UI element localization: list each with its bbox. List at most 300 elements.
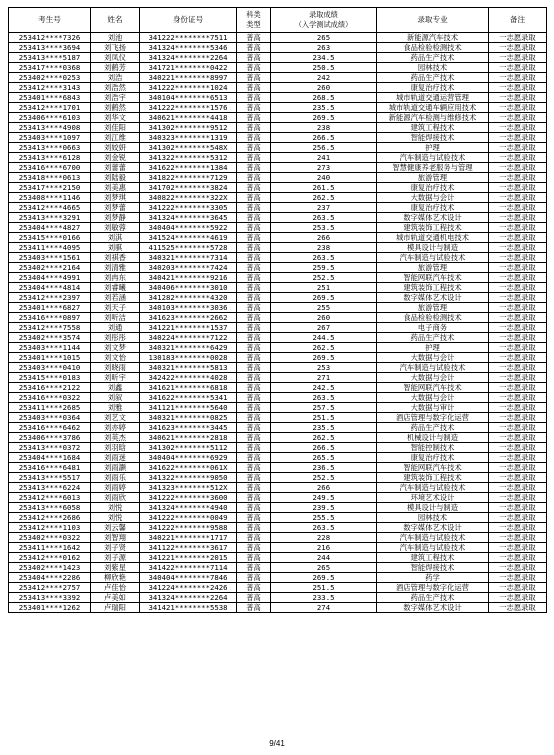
cell-score: 249.5 (271, 493, 377, 503)
table-row (9, 103, 547, 113)
cell-score: 266 (271, 483, 377, 493)
cell-major: 城市轨道交通车辆应用技术 (377, 103, 489, 113)
cell-exam-no: 253413****4908 (9, 123, 91, 133)
header-category (237, 8, 271, 33)
table-row (9, 43, 547, 53)
cell-score: 260 (271, 83, 377, 93)
cell-category: 普高 (237, 83, 271, 93)
table-row (9, 373, 547, 383)
table-row (9, 603, 547, 613)
cell-score: 255.5 (271, 513, 377, 523)
cell-exam-no: 253418****0613 (9, 173, 91, 183)
cell-score: 244 (271, 553, 377, 563)
cell-score: 241 (271, 153, 377, 163)
cell-score: 235.5 (271, 423, 377, 433)
cell-exam-no: 253404****2286 (9, 573, 91, 583)
cell-id-no: 340822********322X (140, 193, 237, 203)
cell-id-no: 340621********4418 (140, 113, 237, 123)
cell-remark: 一志愿录取 (489, 263, 547, 273)
cell-remark: 一志愿录取 (489, 203, 547, 213)
cell-major: 新能源汽车检测与维修技术 (377, 113, 489, 123)
cell-id-no: 341623********2662 (140, 313, 237, 323)
cell-category: 普高 (237, 483, 271, 493)
cell-score: 265 (271, 33, 377, 43)
cell-exam-no: 253413****5187 (9, 53, 91, 63)
cell-id-no: 130183********0028 (140, 353, 237, 363)
cell-major: 药品生产技术 (377, 423, 489, 433)
table-row (9, 433, 547, 443)
cell-major: 大数据与会计 (377, 393, 489, 403)
table-row (9, 553, 547, 563)
table-row (9, 543, 547, 553)
cell-category: 普高 (237, 603, 271, 613)
cell-major: 康复治疗技术 (377, 83, 489, 93)
cell-major: 汽车制造与试验技术 (377, 363, 489, 373)
cell-exam-no: 253404****4827 (9, 223, 91, 233)
cell-name: 刘梦蕾 (91, 203, 140, 213)
cell-remark: 一志愿录取 (489, 183, 547, 193)
cell-exam-no: 253401****1015 (9, 353, 91, 363)
cell-major: 建筑装饰工程技术 (377, 473, 489, 483)
cell-id-no: 341282********4320 (140, 293, 237, 303)
cell-remark: 一志愿录取 (489, 83, 547, 93)
cell-id-no: 341622********1384 (140, 163, 237, 173)
cell-id-no: 341324********4940 (140, 503, 237, 513)
cell-name: 刘鑫 (91, 383, 140, 393)
cell-exam-no: 253412****0162 (9, 553, 91, 563)
cell-remark: 一志愿录取 (489, 53, 547, 63)
header-remark: 备注 (489, 8, 547, 33)
cell-remark: 一志愿录取 (489, 473, 547, 483)
table-row (9, 573, 547, 583)
cell-score: 268.5 (271, 93, 377, 103)
cell-name: 刘佳阳 (91, 123, 140, 133)
cell-exam-no: 253401****6843 (9, 93, 91, 103)
cell-id-no: 340104********6513 (140, 93, 237, 103)
table-row (9, 303, 547, 313)
cell-category: 普高 (237, 203, 271, 213)
cell-exam-no: 253415****0166 (9, 233, 91, 243)
cell-category: 普高 (237, 43, 271, 53)
table-row (9, 423, 547, 433)
cell-category: 普高 (237, 433, 271, 443)
cell-score: 262.5 (271, 343, 377, 353)
cell-category: 普高 (237, 223, 271, 233)
cell-major: 智能控制技术 (377, 443, 489, 453)
table-row (9, 93, 547, 103)
cell-exam-no: 253413****3694 (9, 43, 91, 53)
cell-category: 普高 (237, 293, 271, 303)
cell-id-no: 341421********5538 (140, 603, 237, 613)
cell-exam-no: 253404****1684 (9, 453, 91, 463)
cell-remark: 一志愿录取 (489, 583, 547, 593)
cell-name: 刘若涵 (91, 293, 140, 303)
cell-exam-no: 253416****2122 (9, 383, 91, 393)
cell-id-no: 341302********548X (140, 143, 237, 153)
cell-major: 数字媒体艺术设计 (377, 293, 489, 303)
table-row (9, 283, 547, 293)
cell-id-no: 340421********9216 (140, 273, 237, 283)
cell-exam-no: 253403****1097 (9, 133, 91, 143)
cell-id-no: 341322********9050 (140, 473, 237, 483)
cell-category: 普高 (237, 583, 271, 593)
cell-category: 普高 (237, 193, 271, 203)
cell-name: 刘美惠 (91, 183, 140, 193)
cell-exam-no: 253415****0183 (9, 373, 91, 383)
cell-score: 259.5 (271, 263, 377, 273)
header-category-line1: 科类 (246, 10, 261, 19)
cell-major: 药品生产技术 (377, 73, 489, 83)
cell-major: 智能网联汽车技术 (377, 383, 489, 393)
cell-name: 刘子源 (91, 553, 140, 563)
cell-score: 250.5 (271, 63, 377, 73)
cell-category: 普高 (237, 493, 271, 503)
cell-name: 刘敏蓉 (91, 223, 140, 233)
cell-id-no: 340103********3036 (140, 303, 237, 313)
cell-name: 刘智翔 (91, 533, 140, 543)
header-exam-no: 考生号 (9, 8, 91, 33)
cell-exam-no: 253401****1262 (9, 603, 91, 613)
table-row (9, 533, 547, 543)
cell-id-no: 340221********1717 (140, 533, 237, 543)
cell-name: 刘雨婷 (91, 483, 140, 493)
cell-category: 普高 (237, 383, 271, 393)
cell-id-no: 340321********7314 (140, 253, 237, 263)
table-row (9, 173, 547, 183)
cell-category: 普高 (237, 313, 271, 323)
cell-id-no: 340224********7122 (140, 333, 237, 343)
cell-major: 汽车制造与试验技术 (377, 153, 489, 163)
cell-category: 普高 (237, 543, 271, 553)
cell-major: 汽车制造与试验技术 (377, 533, 489, 543)
header-name: 姓名 (91, 8, 140, 33)
cell-name: 刘华文 (91, 113, 140, 123)
cell-remark: 一志愿录取 (489, 73, 547, 83)
cell-id-no: 340406********3010 (140, 283, 237, 293)
cell-exam-no: 253412****7326 (9, 33, 91, 43)
cell-major: 建筑工程技术 (377, 553, 489, 563)
cell-remark: 一志愿录取 (489, 353, 547, 363)
page-number: 9/41 (269, 739, 285, 748)
table-row (9, 323, 547, 333)
cell-major: 药品生产技术 (377, 53, 489, 63)
table-row (9, 223, 547, 233)
cell-remark: 一志愿录取 (489, 253, 547, 263)
cell-id-no: 340323********1319 (140, 133, 237, 143)
cell-name: 刘清雅 (91, 263, 140, 273)
cell-id-no: 341221********2015 (140, 553, 237, 563)
cell-major: 建筑装饰工程技术 (377, 283, 489, 293)
cell-category: 普高 (237, 563, 271, 573)
cell-major: 数字媒体艺术设计 (377, 603, 489, 613)
cell-category: 普高 (237, 263, 271, 273)
cell-name: 刘雨迷 (91, 453, 140, 463)
table-row (9, 153, 547, 163)
cell-name: 刘浩 (91, 73, 140, 83)
cell-id-no: 340203********7424 (140, 263, 237, 273)
table-row (9, 293, 547, 303)
cell-name: 刘雅 (91, 403, 140, 413)
cell-name: 刘亦婷 (91, 423, 140, 433)
cell-major: 酒店管理与数字化运营 (377, 413, 489, 423)
cell-remark: 一志愿录取 (489, 563, 547, 573)
cell-score: 274 (271, 603, 377, 613)
table-row (9, 593, 547, 603)
cell-name: 刘悦 (91, 513, 140, 523)
cell-score: 261.5 (271, 183, 377, 193)
cell-major: 康复治疗技术 (377, 203, 489, 213)
cell-major: 药品生产技术 (377, 333, 489, 343)
cell-category: 普高 (237, 213, 271, 223)
cell-exam-no: 253412****1103 (9, 523, 91, 533)
cell-id-no: 341224********2426 (140, 583, 237, 593)
cell-major: 汽车制造与试验技术 (377, 253, 489, 263)
cell-category: 普高 (237, 173, 271, 183)
table-row (9, 243, 547, 253)
cell-remark: 一志愿录取 (489, 63, 547, 73)
cell-score: 260 (271, 313, 377, 323)
cell-id-no: 341222********3600 (140, 493, 237, 503)
cell-exam-no: 253411****4095 (9, 243, 91, 253)
cell-id-no: 341222********1576 (140, 103, 237, 113)
cell-exam-no: 253417****0368 (9, 63, 91, 73)
cell-score: 265 (271, 563, 377, 573)
cell-major: 电子商务 (377, 323, 489, 333)
cell-category: 普高 (237, 393, 271, 403)
cell-score: 266.5 (271, 133, 377, 143)
cell-category: 普高 (237, 273, 271, 283)
cell-category: 普高 (237, 453, 271, 463)
cell-category: 普高 (237, 163, 271, 173)
table-row (9, 133, 547, 143)
cell-id-no: 341702********3824 (140, 183, 237, 193)
table-row (9, 253, 547, 263)
cell-major: 酒店管理与数字化运营 (377, 583, 489, 593)
cell-id-no: 341322********5312 (140, 153, 237, 163)
cell-major: 药品生产技术 (377, 593, 489, 603)
cell-category: 普高 (237, 103, 271, 113)
cell-remark: 一志愿录取 (489, 593, 547, 603)
cell-name: 柳欣艳 (91, 573, 140, 583)
table-row (9, 443, 547, 453)
table-row (9, 33, 547, 43)
cell-name: 刘雨欣 (91, 493, 140, 503)
cell-name: 刘梦琪 (91, 193, 140, 203)
cell-exam-no: 253404****4991 (9, 273, 91, 283)
cell-major: 园林技术 (377, 513, 489, 523)
cell-id-no: 341822********7129 (140, 173, 237, 183)
table-row (9, 483, 547, 493)
header-major: 录取专业 (377, 8, 489, 33)
cell-name: 刘鹤芳 (91, 63, 140, 73)
table-row (9, 53, 547, 63)
cell-category: 普高 (237, 553, 271, 563)
cell-major: 食品检验检测技术 (377, 313, 489, 323)
cell-remark: 一志愿录取 (489, 343, 547, 353)
cell-category: 普高 (237, 53, 271, 63)
cell-remark: 一志愿录取 (489, 303, 547, 313)
cell-major: 机械设计与制造 (377, 433, 489, 443)
cell-remark: 一志愿录取 (489, 513, 547, 523)
cell-major: 智能焊接技术 (377, 133, 489, 143)
cell-score: 216 (271, 543, 377, 553)
cell-exam-no: 253413****6128 (9, 153, 91, 163)
cell-category: 普高 (237, 573, 271, 583)
cell-exam-no: 253412****2757 (9, 583, 91, 593)
header-id-no: 身份证号 (140, 8, 237, 33)
cell-remark: 一志愿录取 (489, 283, 547, 293)
cell-id-no: 341324********3645 (140, 213, 237, 223)
cell-name: 刘悦 (91, 503, 140, 513)
table-row (9, 453, 547, 463)
cell-major: 模具设计与制造 (377, 243, 489, 253)
cell-category: 普高 (237, 413, 271, 423)
table-row (9, 463, 547, 473)
cell-category: 普高 (237, 143, 271, 153)
cell-remark: 一志愿录取 (489, 103, 547, 113)
cell-name: 刘羽晗 (91, 443, 140, 453)
cell-name: 刘陆毅 (91, 173, 140, 183)
cell-exam-no: 253416****0322 (9, 393, 91, 403)
cell-name: 刘骐 (91, 243, 140, 253)
cell-major: 智能网联汽车技术 (377, 273, 489, 283)
cell-id-no: 340221********8997 (140, 73, 237, 83)
table-row (9, 353, 547, 363)
cell-id-no: 341623********3445 (140, 423, 237, 433)
cell-category: 普高 (237, 73, 271, 83)
cell-remark: 一志愿录取 (489, 493, 547, 503)
cell-score: 244.5 (271, 333, 377, 343)
cell-category: 普高 (237, 423, 271, 433)
table-row (9, 383, 547, 393)
cell-name: 刘文怡 (91, 353, 140, 363)
cell-exam-no: 253412****2397 (9, 293, 91, 303)
cell-remark: 一志愿录取 (489, 483, 547, 493)
cell-remark: 一志愿录取 (489, 553, 547, 563)
table-row (9, 193, 547, 203)
cell-score: 233.5 (271, 593, 377, 603)
cell-id-no: 341302********9512 (140, 123, 237, 133)
table-row (9, 523, 547, 533)
cell-category: 普高 (237, 353, 271, 363)
cell-name: 刘子贤 (91, 543, 140, 553)
cell-major: 建筑装饰工程技术 (377, 223, 489, 233)
cell-score: 240 (271, 173, 377, 183)
cell-remark: 一志愿录取 (489, 43, 547, 53)
cell-remark: 一志愿录取 (489, 313, 547, 323)
cell-major: 新能源汽车技术 (377, 33, 489, 43)
cell-score: 263.5 (271, 213, 377, 223)
table-row (9, 143, 547, 153)
cell-name: 刘祺香 (91, 253, 140, 263)
table-row (9, 363, 547, 373)
cell-category: 普高 (237, 153, 271, 163)
cell-remark: 一志愿录取 (489, 273, 547, 283)
cell-id-no: 411525********5728 (140, 243, 237, 253)
cell-major: 药学 (377, 573, 489, 583)
cell-name: 刘凤仪 (91, 53, 140, 63)
cell-exam-no: 253413****0372 (9, 443, 91, 453)
cell-major: 智能网联汽车技术 (377, 463, 489, 473)
cell-major: 数字媒体艺术设计 (377, 523, 489, 533)
cell-score: 262.5 (271, 193, 377, 203)
cell-id-no: 341622********061X (140, 463, 237, 473)
cell-id-no: 341621********6818 (140, 383, 237, 393)
cell-remark: 一志愿录取 (489, 233, 547, 243)
table-row (9, 123, 547, 133)
cell-remark: 一志愿录取 (489, 393, 547, 403)
cell-name: 刘池 (91, 33, 140, 43)
cell-name: 刘梦静 (91, 213, 140, 223)
cell-remark: 一志愿录取 (489, 173, 547, 183)
cell-name: 刘英杰 (91, 433, 140, 443)
cell-id-no: 340404********7846 (140, 573, 237, 583)
cell-category: 普高 (237, 403, 271, 413)
cell-score: 263.5 (271, 393, 377, 403)
admission-table (8, 7, 547, 613)
cell-id-no: 341222********7511 (140, 33, 237, 43)
cell-name: 刘雨乐 (91, 473, 140, 483)
cell-remark: 一志愿录取 (489, 113, 547, 123)
cell-remark: 一志愿录取 (489, 463, 547, 473)
cell-score: 263.5 (271, 253, 377, 263)
cell-id-no: 341222********3305 (140, 203, 237, 213)
cell-id-no: 341324********2264 (140, 593, 237, 603)
cell-score: 242 (271, 73, 377, 83)
table-row (9, 343, 547, 353)
cell-remark: 一志愿录取 (489, 143, 547, 153)
table-row (9, 563, 547, 573)
cell-remark: 一志愿录取 (489, 33, 547, 43)
cell-category: 普高 (237, 243, 271, 253)
cell-id-no: 341622********5341 (140, 393, 237, 403)
cell-exam-no: 253411****2685 (9, 403, 91, 413)
cell-major: 建筑工程技术 (377, 123, 489, 133)
cell-exam-no: 253412****1701 (9, 103, 91, 113)
cell-category: 普高 (237, 473, 271, 483)
cell-name: 刘昕宇 (91, 373, 140, 383)
cell-remark: 一志愿录取 (489, 533, 547, 543)
table-row (9, 503, 547, 513)
cell-score: 239.5 (271, 503, 377, 513)
cell-category: 普高 (237, 33, 271, 43)
cell-score: 269.5 (271, 353, 377, 363)
cell-remark: 一志愿录取 (489, 433, 547, 443)
cell-exam-no: 253411****1642 (9, 543, 91, 553)
cell-name: 刘鹤然 (91, 103, 140, 113)
cell-exam-no: 253402****2164 (9, 263, 91, 273)
cell-id-no: 340404********5922 (140, 223, 237, 233)
cell-remark: 一志愿录取 (489, 323, 547, 333)
cell-remark: 一志愿录取 (489, 413, 547, 423)
cell-name: 刘听洁 (91, 313, 140, 323)
cell-exam-no: 253413****3291 (9, 213, 91, 223)
table-row (9, 583, 547, 593)
cell-major: 康复治疗技术 (377, 183, 489, 193)
cell-score: 235.5 (271, 103, 377, 113)
cell-score: 253 (271, 363, 377, 373)
table-row (9, 163, 547, 173)
cell-id-no: 341324********2264 (140, 53, 237, 63)
cell-exam-no: 253404****4814 (9, 283, 91, 293)
cell-score: 255 (271, 303, 377, 313)
cell-remark: 一志愿录取 (489, 373, 547, 383)
cell-exam-no: 253412****4665 (9, 203, 91, 213)
cell-id-no: 341122********3617 (140, 543, 237, 553)
table-header-row (9, 8, 547, 33)
table-row (9, 263, 547, 273)
cell-exam-no: 253416****6481 (9, 463, 91, 473)
